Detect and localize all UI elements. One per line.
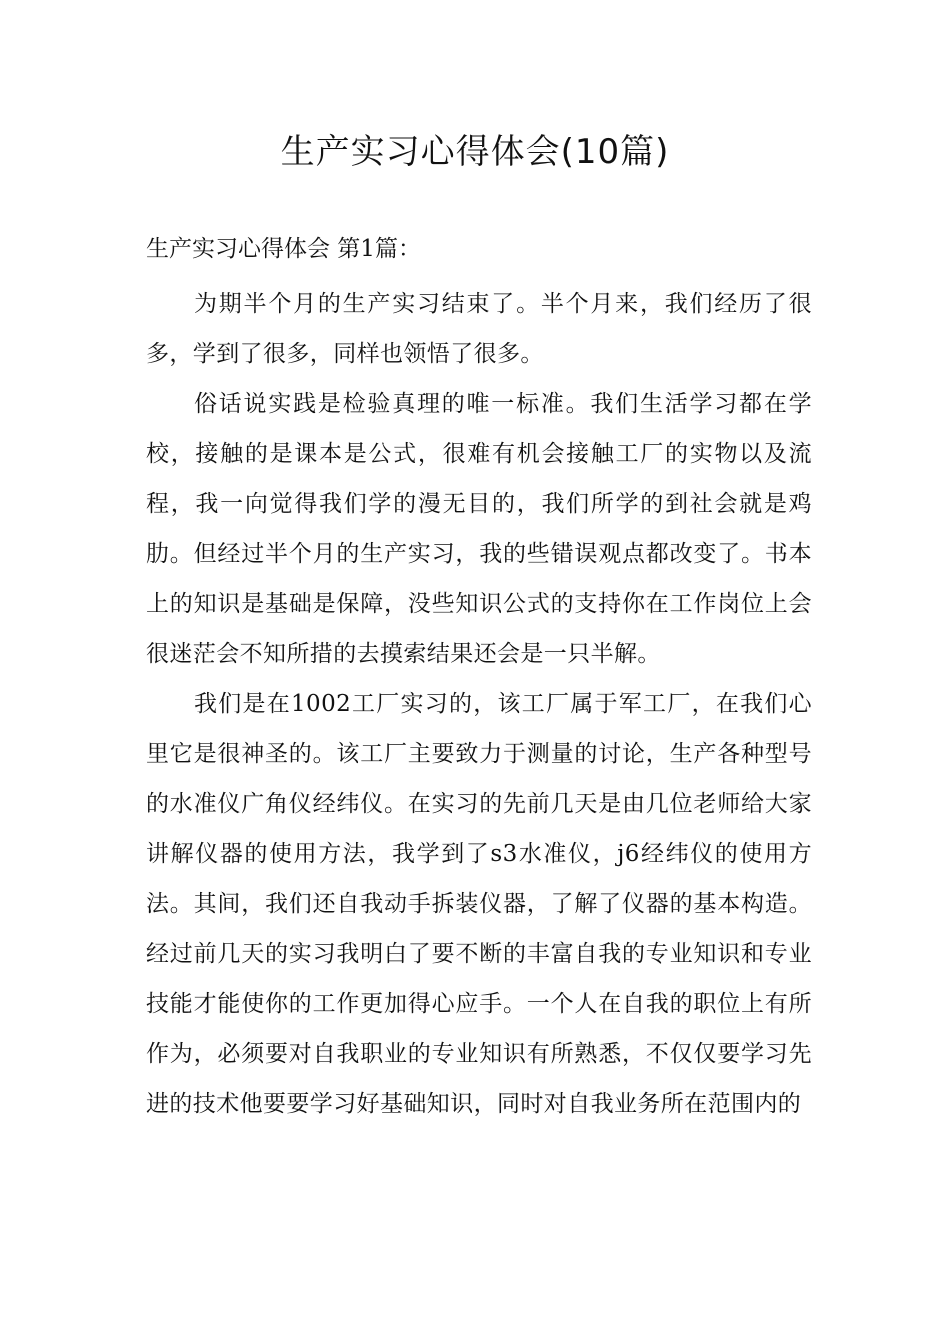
paragraph: 我们是在1002工厂实习的，该工厂属于军工厂，在我们心里它是很神圣的。该工厂主要致力于测量的讨论，生产各种型号的水准仪广角仪经纬仪。在实习的先前几天是由几位老师给大家讲解仪器的使用方法，我学到了s3水准仪，j6经纬仪的使用方法。其间，我们还自我动手拆装仪器，了解了仪器的基本构造。经过前几天的实习我明白了要不断的丰富自我的专业知识和专业技能才能使你的工作更加得心应手。一个人在自我的职位上有所作为，必须要对自我职业的专业知识有所熟悉，不仅仅要学习先进的技术他要要学习好基础知识，同时对自我业务所在范围内的 — [146, 691, 812, 1117]
document-body — [146, 279, 812, 1129]
paragraph: 俗话说实践是检验真理的唯一标准。我们生活学习都在学校，接触的是课本是公式，很难有机会接触工厂的实物以及流程，我一向觉得我们学的漫无目的，我们所学的到社会就是鸡肋。但经过半个月的生产实习，我的些错误观点都改变了。书本上的知识是基础是保障，没些知识公式的支持你在工作岗位上会很迷茫会不知所措的去摸索结果还会是一只半解。 — [146, 391, 812, 667]
paragraph: 为期半个月的生产实习结束了。半个月来，我们经历了很多，学到了很多，同样也领悟了很多。 — [146, 291, 812, 367]
section-heading: 生产实习心得体会 第1篇： — [146, 236, 421, 262]
document-title: 生产实习心得体会(10篇) — [280, 132, 670, 172]
